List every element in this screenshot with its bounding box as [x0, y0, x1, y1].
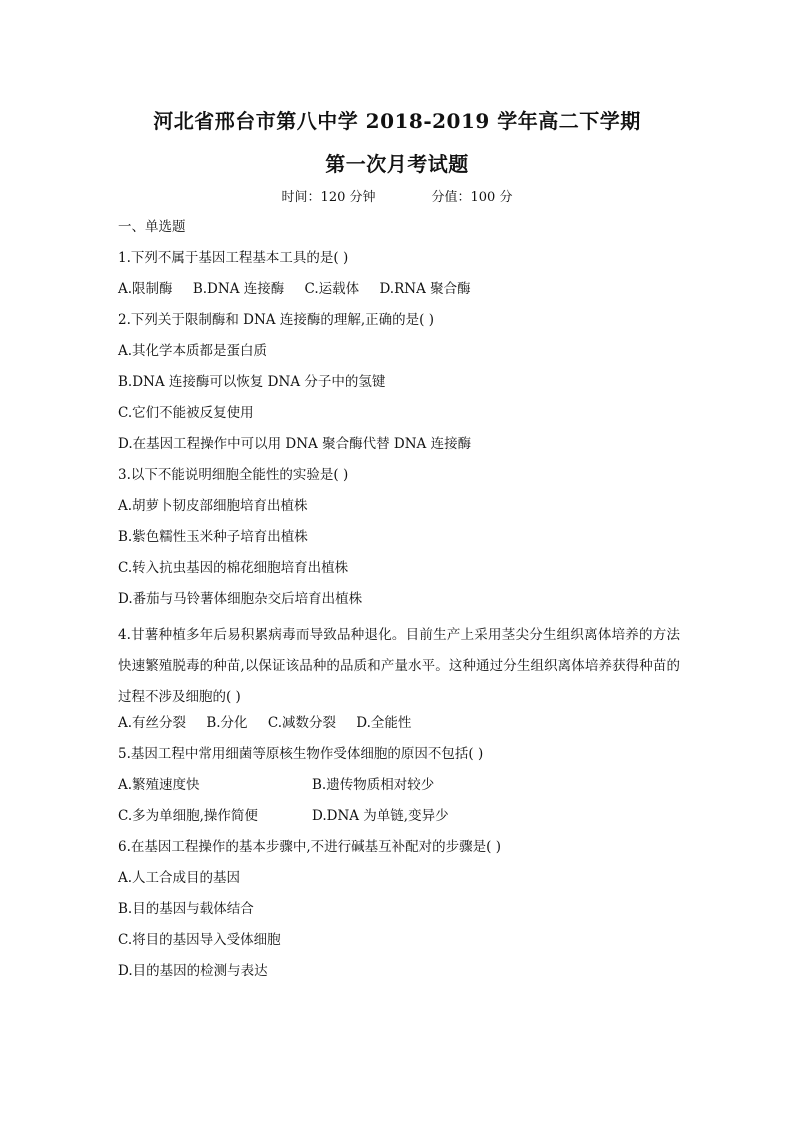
question-stem-1: 1.下列不属于基因工程基本工具的是( ) [118, 250, 349, 266]
question-stem-5: 5.基因工程中常用细菌等原核生物作受体细胞的原因不包括( ) [118, 746, 484, 762]
option-2b: B.DNA 连接酶可以恢复 DNA 分子中的氢键 [118, 374, 386, 390]
option-5d: D.DNA 为单链,变异少 [312, 808, 449, 824]
question-stem-4: 4.甘薯种植多年后易积累病毒而导致品种退化。目前生产上采用茎尖分生组织离体培养的方法快速繁殖脱毒的种苗,以保证该品种的品质和产量水平。这种通过分生组织离体培养获得种苗的过程不涉及细胞的( ) [118, 627, 680, 705]
option-5c: C.多为单细胞,操作简便 [118, 808, 258, 824]
question-options-5-row2 [118, 806, 680, 837]
option-3d: D.番茄与马铃薯体细胞杂交后培育出植株 [118, 591, 363, 607]
exam-title-line1: 河北省邢台市第八中学 2018-2019 学年高二下学期 [153, 109, 641, 133]
option-6a: A.人工合成目的基因 [118, 870, 241, 886]
option-5a: A.繁殖速度快 [118, 777, 200, 793]
option-3a: A.胡萝卜韧皮部细胞培育出植株 [118, 498, 308, 514]
option-6b: B.目的基因与载体结合 [118, 901, 254, 917]
exam-score: 分值：100 分 [431, 190, 513, 205]
option-2d: D.在基因工程操作中可以用 DNA 聚合酶代替 DNA 连接酶 [118, 436, 472, 452]
question-options-5-row1 [118, 775, 680, 806]
option-2a: A.其化学本质都是蛋白质 [118, 343, 268, 359]
question-stem-2: 2.下列关于限制酶和 DNA 连接酶的理解,正确的是( ) [118, 312, 434, 328]
option-4c: C.减数分裂 [267, 715, 336, 731]
option-3b: B.紫色糯性玉米种子培育出植株 [118, 529, 308, 545]
option-4d: D.全能性 [356, 715, 412, 731]
option-6c: C.将目的基因导入受体细胞 [118, 932, 281, 948]
section-heading: 一、单选题 [118, 219, 186, 235]
option-2c: C.它们不能被反复使用 [118, 405, 254, 421]
question-list [118, 217, 680, 992]
question-stem-3: 3.以下不能说明细胞全能性的实验是( ) [118, 467, 349, 483]
option-4b: B.分化 [206, 715, 248, 731]
option-5b: B.遗传物质相对较少 [312, 777, 435, 793]
option-4a: A.有丝分裂 [118, 715, 187, 731]
exam-title-line2: 第一次月考试题 [325, 152, 469, 176]
option-3c: C.转入抗虫基因的棉花细胞培育出植株 [118, 560, 349, 576]
exam-meta [0, 186, 794, 205]
exam-time: 时间：120 分钟 [281, 190, 376, 205]
option-1b: B.DNA 连接酶 [192, 281, 285, 297]
option-6d: D.目的基因的检测与表达 [118, 963, 268, 979]
option-1a: A.限制酶 [118, 281, 173, 297]
question-options-1 [118, 279, 680, 310]
question-stem-6: 6.在基因工程操作的基本步骤中,不进行碱基互补配对的步骤是( ) [118, 839, 501, 855]
option-1d: D.RNA 聚合酶 [379, 281, 471, 297]
question-options-4 [118, 713, 680, 744]
option-1c: C.运载体 [304, 281, 360, 297]
